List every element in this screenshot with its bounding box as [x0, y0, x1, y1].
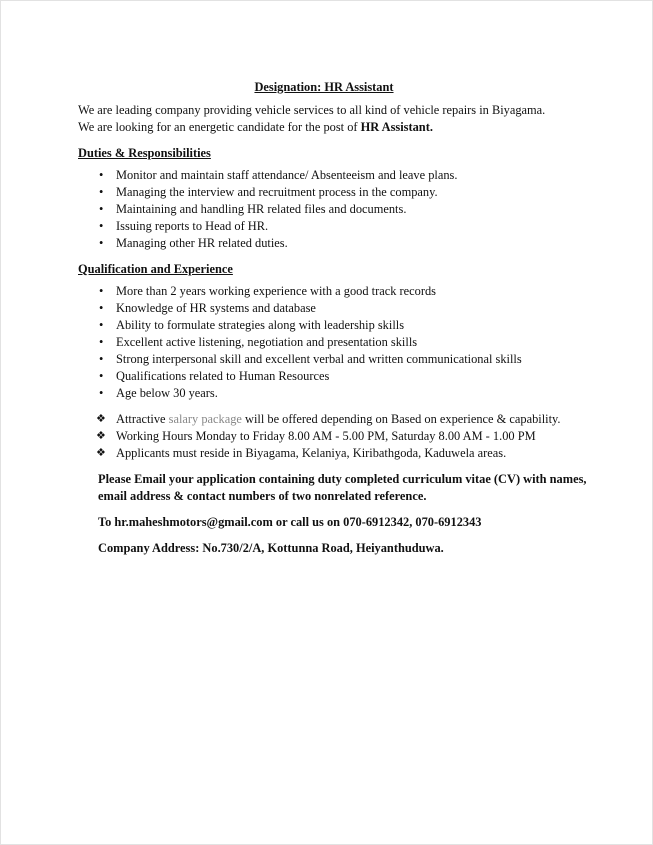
bullet-icon: •: [99, 236, 104, 250]
list-item: [78, 201, 588, 218]
note-residence-text: Applicants must reside in Biyagama, Kelaniya, Kiribathgoda, Kaduwela areas.: [116, 446, 507, 460]
intro-line-2: [78, 119, 588, 136]
bullet-icon: •: [99, 284, 104, 298]
bullet-icon: •: [99, 369, 104, 383]
list-item: [78, 283, 588, 300]
list-item-text: Knowledge of HR systems and database: [116, 301, 316, 315]
note-salary: [78, 411, 588, 428]
list-item-text: Excellent active listening, negotiation and presentation skills: [116, 335, 418, 349]
notes-list: [78, 411, 588, 462]
intro-post-name: HR Assistant.: [360, 120, 433, 134]
list-item: [78, 235, 588, 252]
note-salary-suffix: will be offered depending on Based on experience & capability.: [241, 412, 561, 426]
diamond-bullet-icon: ❖: [96, 430, 106, 442]
list-item: [78, 218, 588, 235]
list-item-text: Issuing reports to Head of HR.: [116, 219, 269, 233]
list-item: [78, 385, 588, 402]
list-item-text: Managing the interview and recruitment process in the company.: [116, 185, 438, 199]
list-item-text: Qualifications related to Human Resources: [116, 369, 330, 383]
list-item-text: Ability to formulate strategies along with leadership skills: [116, 318, 405, 332]
diamond-bullet-icon: ❖: [96, 413, 106, 425]
list-item: [78, 167, 588, 184]
list-item: [78, 334, 588, 351]
duties-list: [78, 167, 588, 252]
intro-paragraph: [78, 102, 588, 136]
list-item-text: Monitor and maintain staff attendance/ Absenteeism and leave plans.: [116, 168, 458, 182]
list-item-text: Managing other HR related duties.: [116, 236, 288, 250]
bullet-icon: •: [99, 318, 104, 332]
intro-line-1: We are leading company providing vehicle services to all kind of vehicle repairs in Biyagama.: [78, 103, 546, 117]
list-item-text: Maintaining and handling HR related files and documents.: [116, 202, 407, 216]
note-salary-faint: salary package: [168, 412, 242, 426]
duties-heading: Duties & Responsibilities: [78, 146, 211, 160]
bullet-icon: •: [99, 185, 104, 199]
company-address: Company Address: No.730/2/A, Kottunna Road, Heiyanthuduwa.: [98, 541, 444, 555]
qualifications-list: [78, 283, 588, 402]
note-residence: [78, 445, 588, 462]
bullet-icon: •: [99, 168, 104, 182]
list-item: [78, 300, 588, 317]
bullet-icon: •: [99, 301, 104, 315]
list-item-text: Strong interpersonal skill and excellent verbal and written communicational skills: [116, 352, 522, 366]
document-content: [78, 79, 588, 566]
diamond-bullet-icon: ❖: [96, 447, 106, 459]
bullet-icon: •: [99, 219, 104, 233]
bullet-icon: •: [99, 386, 104, 400]
list-item: [78, 351, 588, 368]
contact-info: To hr.maheshmotors@gmail.com or call us on 070-6912342, 070-6912343: [98, 515, 482, 529]
list-item: [78, 317, 588, 334]
bullet-icon: •: [99, 352, 104, 366]
list-item: [78, 184, 588, 201]
list-item-text: More than 2 years working experience with a good track records: [116, 284, 436, 298]
list-item: [78, 368, 588, 385]
page-title: Designation: HR Assistant: [254, 80, 394, 94]
apply-instructions: Please Email your application containing duty completed curriculum vitae (CV) with names, email address & contact numbers of two nonrelated reference.: [98, 472, 587, 503]
note-hours: [78, 428, 588, 445]
note-salary-prefix: Attractive: [116, 412, 169, 426]
note-hours-text: Working Hours Monday to Friday 8.00 AM - 5.00 PM, Saturday 8.00 AM - 1.00 PM: [116, 429, 536, 443]
bullet-icon: •: [99, 202, 104, 216]
qualifications-heading: Qualification and Experience: [78, 262, 233, 276]
intro-line-2-text: We are looking for an energetic candidate for the post of: [78, 120, 361, 134]
bullet-icon: •: [99, 335, 104, 349]
list-item-text: Age below 30 years.: [116, 386, 218, 400]
